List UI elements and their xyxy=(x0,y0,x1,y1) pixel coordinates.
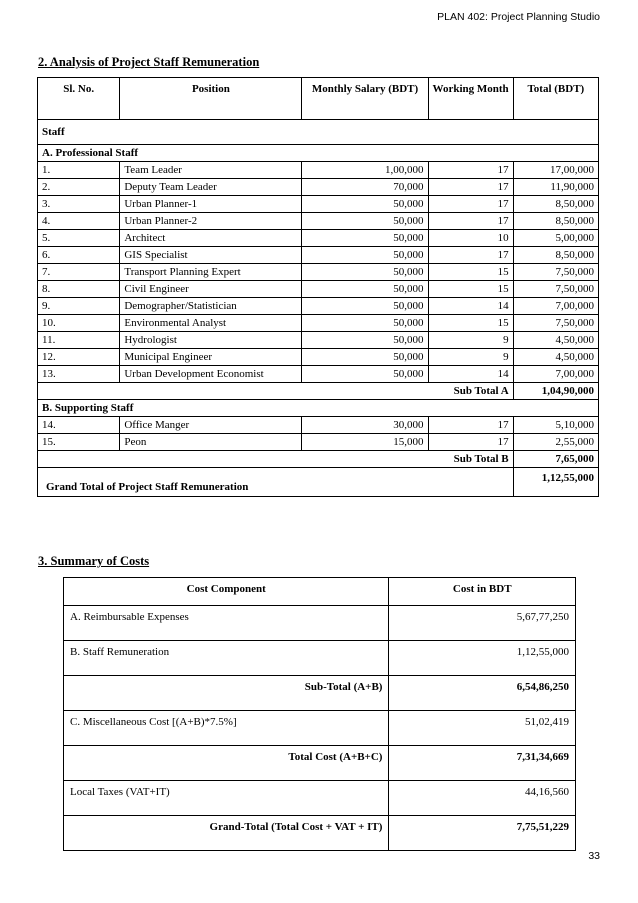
sl-no-cell: 9. xyxy=(38,298,120,315)
group-a-label: A. Professional Staff xyxy=(38,145,599,162)
cost-value-cell: 7,31,34,669 xyxy=(389,746,576,781)
position-cell: Deputy Team Leader xyxy=(120,179,302,196)
salary-cell: 1,00,000 xyxy=(302,162,428,179)
sl-no-cell: 12. xyxy=(38,349,120,366)
table-row xyxy=(38,196,599,213)
salary-cell: 50,000 xyxy=(302,349,428,366)
total-cell: 5,00,000 xyxy=(513,230,598,247)
position-cell: Peon xyxy=(120,434,302,451)
group-a-row xyxy=(38,145,599,162)
table-row xyxy=(38,417,599,434)
sl-no-cell: 11. xyxy=(38,332,120,349)
month-cell: 15 xyxy=(428,281,513,298)
total-cell: 8,50,000 xyxy=(513,196,598,213)
sl-no-cell: 14. xyxy=(38,417,120,434)
position-cell: Urban Planner-2 xyxy=(120,213,302,230)
position-cell: Urban Planner-1 xyxy=(120,196,302,213)
month-cell: 17 xyxy=(428,162,513,179)
salary-cell: 50,000 xyxy=(302,196,428,213)
total-cell: 8,50,000 xyxy=(513,247,598,264)
table-row xyxy=(38,213,599,230)
position-cell: Office Manger xyxy=(120,417,302,434)
salary-cell: 50,000 xyxy=(302,281,428,298)
page-header: PLAN 402: Project Planning Studio xyxy=(437,11,600,23)
position-cell: Environmental Analyst xyxy=(120,315,302,332)
sl-no-cell: 10. xyxy=(38,315,120,332)
header-monthly-salary: Monthly Salary (BDT) xyxy=(302,78,428,120)
sl-no-cell: 3. xyxy=(38,196,120,213)
table-row xyxy=(38,162,599,179)
grand-total-label: Grand Total of Project Staff Remuneration xyxy=(38,468,514,497)
total-cell: 7,00,000 xyxy=(513,298,598,315)
summary-row xyxy=(64,781,576,816)
table-row xyxy=(38,298,599,315)
position-cell: Transport Planning Expert xyxy=(120,264,302,281)
total-cell: 7,50,000 xyxy=(513,264,598,281)
subtotal-b-value: 7,65,000 xyxy=(513,451,598,468)
cost-summary-table xyxy=(63,577,576,851)
grand-total-row xyxy=(38,468,599,497)
cost-value-cell: 1,12,55,000 xyxy=(389,641,576,676)
month-cell: 9 xyxy=(428,349,513,366)
salary-cell: 50,000 xyxy=(302,213,428,230)
section-2-title: 2. Analysis of Project Staff Remuneration xyxy=(38,55,260,69)
subtotal-a-row xyxy=(38,383,599,400)
total-cell: 7,50,000 xyxy=(513,315,598,332)
month-cell: 15 xyxy=(428,315,513,332)
sl-no-cell: 15. xyxy=(38,434,120,451)
position-cell: Hydrologist xyxy=(120,332,302,349)
header-cost-bdt: Cost in BDT xyxy=(389,578,576,606)
position-cell: Municipal Engineer xyxy=(120,349,302,366)
salary-cell: 50,000 xyxy=(302,247,428,264)
summary-header-row xyxy=(64,578,576,606)
header-position: Position xyxy=(120,78,302,120)
summary-row xyxy=(64,746,576,781)
sl-no-cell: 8. xyxy=(38,281,120,298)
sl-no-cell: 5. xyxy=(38,230,120,247)
total-cell: 8,50,000 xyxy=(513,213,598,230)
cost-component-cell: Total Cost (A+B+C) xyxy=(64,746,389,781)
table-row xyxy=(38,264,599,281)
table-row xyxy=(38,315,599,332)
month-cell: 14 xyxy=(428,366,513,383)
table-header-row xyxy=(38,78,599,120)
grand-total-value: 1,12,55,000 xyxy=(513,468,598,497)
staff-remuneration-table xyxy=(37,77,599,497)
table-row xyxy=(38,434,599,451)
subtotal-a-label: Sub Total A xyxy=(38,383,514,400)
salary-cell: 50,000 xyxy=(302,315,428,332)
section-3-title: 3. Summary of Costs xyxy=(38,554,150,568)
position-cell: Architect xyxy=(120,230,302,247)
cost-component-cell: Sub-Total (A+B) xyxy=(64,676,389,711)
sl-no-cell: 7. xyxy=(38,264,120,281)
cost-value-cell: 6,54,86,250 xyxy=(389,676,576,711)
table-row xyxy=(38,247,599,264)
group-b-label: B. Supporting Staff xyxy=(38,400,599,417)
salary-cell: 50,000 xyxy=(302,230,428,247)
month-cell: 10 xyxy=(428,230,513,247)
header-cost-component: Cost Component xyxy=(64,578,389,606)
month-cell: 17 xyxy=(428,213,513,230)
month-cell: 14 xyxy=(428,298,513,315)
total-cell: 4,50,000 xyxy=(513,332,598,349)
table-row xyxy=(38,332,599,349)
total-cell: 17,00,000 xyxy=(513,162,598,179)
month-cell: 15 xyxy=(428,264,513,281)
total-cell: 11,90,000 xyxy=(513,179,598,196)
cost-value-cell: 44,16,560 xyxy=(389,781,576,816)
table-row xyxy=(38,366,599,383)
total-cell: 7,00,000 xyxy=(513,366,598,383)
total-cell: 5,10,000 xyxy=(513,417,598,434)
cost-value-cell: 51,02,419 xyxy=(389,711,576,746)
summary-row xyxy=(64,606,576,641)
month-cell: 17 xyxy=(428,434,513,451)
total-cell: 4,50,000 xyxy=(513,349,598,366)
position-cell: GIS Specialist xyxy=(120,247,302,264)
table-row xyxy=(38,230,599,247)
sl-no-cell: 2. xyxy=(38,179,120,196)
salary-cell: 15,000 xyxy=(302,434,428,451)
sl-no-cell: 6. xyxy=(38,247,120,264)
month-cell: 17 xyxy=(428,417,513,434)
cost-component-cell: Local Taxes (VAT+IT) xyxy=(64,781,389,816)
month-cell: 17 xyxy=(428,247,513,264)
salary-cell: 50,000 xyxy=(302,264,428,281)
group-b-row xyxy=(38,400,599,417)
table-row xyxy=(38,179,599,196)
salary-cell: 50,000 xyxy=(302,332,428,349)
header-total: Total (BDT) xyxy=(513,78,598,120)
sl-no-cell: 13. xyxy=(38,366,120,383)
cost-component-cell: C. Miscellaneous Cost [(A+B)*7.5%] xyxy=(64,711,389,746)
cost-value-cell: 5,67,77,250 xyxy=(389,606,576,641)
salary-cell: 30,000 xyxy=(302,417,428,434)
staff-label: Staff xyxy=(38,120,599,145)
position-cell: Team Leader xyxy=(120,162,302,179)
summary-row xyxy=(64,711,576,746)
salary-cell: 50,000 xyxy=(302,366,428,383)
sl-no-cell: 4. xyxy=(38,213,120,230)
subtotal-b-label: Sub Total B xyxy=(38,451,514,468)
cost-component-cell: A. Reimbursable Expenses xyxy=(64,606,389,641)
subtotal-a-value: 1,04,90,000 xyxy=(513,383,598,400)
cost-component-cell: B. Staff Remuneration xyxy=(64,641,389,676)
salary-cell: 50,000 xyxy=(302,298,428,315)
page-number: 33 xyxy=(588,850,600,862)
table-row xyxy=(38,281,599,298)
month-cell: 17 xyxy=(428,179,513,196)
position-cell: Civil Engineer xyxy=(120,281,302,298)
subtotal-b-row xyxy=(38,451,599,468)
salary-cell: 70,000 xyxy=(302,179,428,196)
header-working-month: Working Month xyxy=(428,78,513,120)
total-cell: 7,50,000 xyxy=(513,281,598,298)
staff-label-row xyxy=(38,120,599,145)
table-row xyxy=(38,349,599,366)
summary-row xyxy=(64,676,576,711)
month-cell: 9 xyxy=(428,332,513,349)
cost-value-cell: 7,75,51,229 xyxy=(389,816,576,851)
cost-component-cell: Grand-Total (Total Cost + VAT + IT) xyxy=(64,816,389,851)
total-cell: 2,55,000 xyxy=(513,434,598,451)
summary-row xyxy=(64,816,576,851)
position-cell: Demographer/Statistician xyxy=(120,298,302,315)
sl-no-cell: 1. xyxy=(38,162,120,179)
summary-row xyxy=(64,641,576,676)
position-cell: Urban Development Economist xyxy=(120,366,302,383)
header-sl-no: Sl. No. xyxy=(38,78,120,120)
month-cell: 17 xyxy=(428,196,513,213)
